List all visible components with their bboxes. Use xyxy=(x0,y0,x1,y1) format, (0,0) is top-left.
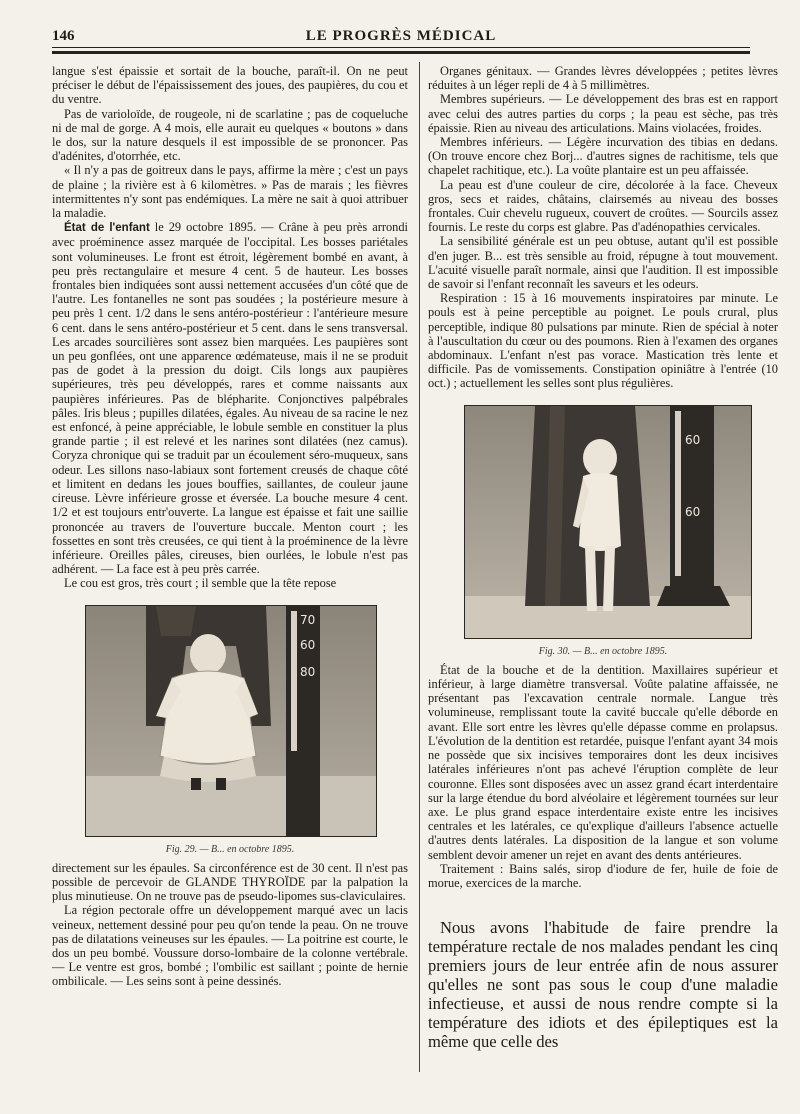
paragraph: langue s'est épaissie et sortait de la bouche, paraît-il. On ne peut préciser le début de l'épaississement des joues, des paupières, du cou et du ventre. xyxy=(52,64,408,107)
paragraph: Pas de varioloïde, de rougeole, ni de scarlatine ; pas de coqueluche ni de mal de gorge. A 4 mois, elle aurait eu quelques « boutons » dans le dos, sur la nature desquels il est impossible de se prononcer. Pas d'adénites, d'otorrhée, etc. xyxy=(52,106,408,164)
paragraph: Membres inférieurs. — Légère incurvation des tibias en dedans. (On trouve encore chez Borj... d'autres signes de rachitisme, tels que chapelet rachitique, etc.). La voûte plantaire est un peu affaissée. xyxy=(428,135,778,178)
page-number: 146 xyxy=(52,28,75,44)
photo-child-seated xyxy=(85,605,377,837)
photo-illustration xyxy=(86,606,376,836)
scale-labels xyxy=(300,613,315,679)
paragraph: Organes génitaux. — Grandes lèvres développées ; petites lèvres réduites à un léger repli de 4 à 5 millimètres. xyxy=(428,64,778,93)
scale-label: 60 xyxy=(685,432,701,447)
paragraph: Respiration : 15 à 16 mouvements inspiratoires par minute. Le pouls est à peine perceptible au poignet. Le pouls crural, plus perceptible, indique 80 pulsations par minute. Rien de spécial à noter à l'auscultation du cœur ou des poumons. Rien à l'examen des organes abdominaux. L'enfant n'est pas vorace. Mastication très lente et difficile. Pas de vomissements. Constipation opiniâtre à l'entrée (10 oct.) ; actuellement les selles sont plus régulières. xyxy=(428,291,778,391)
paragraph: directement sur les épaules. Sa circonférence est de 30 cent. Il n'est pas possible de percevoir de GLANDE THYROÏDE par la palpation la plus minutieuse. On ne trouve pas de pseudo-lipomes sus-claviculaires. xyxy=(52,860,408,904)
paragraph-body: le 29 octobre 1895. — Crâne à peu près arrondi avec proéminence assez marquée de l'occipital. Les bosses pariétales sont volumineuses. Le front est étroit, légèrement bombé en avant, à peu près rectangulaire et mesure 4 cent. 5 de hauteur. Les bosses frontales bien indiquées sont aussi nettement accusées d'un côté que de l'autre. Les fontanelles ne sont pas soudées ; la postérieure mesure à peu près 1 cent. 1/2 dans le sens antéro-postérieur : l'antérieure mesure 6 cent. dans le sens antéro-postérieur et 5 cent. dans le sens transversal. Les arcades sourcilières sont assez bien marquées. Les paupières sont un peu gonflées, ont une apparence œdémateuse, mais il ne se produit pas de godet à la pression du doigt. Cils longs aux paupières supérieures, très peu développés, rares et comme naissants aux paupières inférieures. Pas de blépharite. Conjonctives palpébrales pâles. Iris bleus ; pupilles dilatées, égales. Au niveau de sa racine le nez est enfoncé, à peine appréciable, le lobule semble en constituer la plus grande partie ; il est relevé et les narines sont dilatées (nez camus). Coryza chronique qui se traduit par un écoulement séro-muqueux, sans odeur. Les sillons naso-labiaux sont fortement creusés de chaque côté et limitent en dedans les joues bouffies, saillantes, de couleur jaune cireuse. Lèvre inférieure grosse et éversée. La bouche mesure 4 cent. 1/2 et est toujours entr'ouverte. La langue est épaisse et fait une saillie prononcée au travers de l'ouverture buccale. Menton court ; les fossettes en sont très creusées, ce qui tient à la proéminence de la lèvre inférieure. Oreilles pâles, cireuses, bien ourlées, le lobule n'est pas adhérent. — La face est à peu près carrée. xyxy=(52,220,408,577)
right-column xyxy=(428,64,778,1051)
paragraph-lead: État de l'enfant xyxy=(64,222,150,235)
paragraph-large: Nous avons l'habitude de faire prendre la température rectale de nos malades pendant les cinq premiers jours de leur entrée afin de nous assurer qu'elles ne sont pas sous le coup d'une maladie infectieuse, et aussi de nous rendre compte si la température des idiots et des épileptiques est la même que celle des xyxy=(428,918,778,1052)
scale-label: 60 xyxy=(685,504,701,519)
header-rule-thin xyxy=(52,47,750,48)
photo-child-standing xyxy=(464,405,752,639)
paragraph: Traitement : Bains salés, sirop d'iodure de fer, huile de foie de morue, exercices de la marche. xyxy=(428,861,778,890)
paragraph: Le cou est gros, très court ; il semble que la tête repose xyxy=(64,576,337,591)
scale-label: 80 xyxy=(300,664,316,679)
header-rule-thick xyxy=(52,51,750,54)
paragraph-etat-enfant xyxy=(52,220,408,576)
figure-29 xyxy=(52,605,408,857)
paragraph: État de la bouche et de la dentition. Maxillaires supérieur et inférieur, à large diamètre transversal. Voûte palatine affaissée, ne présentant pas l'excavation centrale normale. Langue très volumineuse, remplissant toute la cavité buccale qu'elle déborde en avant. Elle sort entre les lèvres qu'elle dépasse comme en prolapsus. L'évolution de la dentition est retardée, puisque l'enfant ayant 34 mois ne possède que six incisives temporaires dont les deux incisives latérales inférieures n'ont pas achevé l'éruption complète de leur couronne. Elles sont disposées avec un assez grand écart interdentaire sur la large étendue du bord alvéolaire et légèrement tournées sur leur axe. Le plus grand espace interdentaire existe entre les incisives centrales et les latérales, ce qu'explique d'ailleurs l'absence actuelle d'autres dents latérales. La disposition de la langue et son volume semblent devoir amener un rejet en avant des dents antérieures. xyxy=(428,662,778,862)
paragraph: Membres supérieurs. — Le développement des bras est en rapport avec celui des autres parties du corps ; la peau est sèche, pas très épaissie. Rien au niveau des articulations. Mains violacées, froides. xyxy=(428,92,778,135)
paragraph: La région pectorale offre un développement marqué avec un lacis veineux, nettement dessiné pour peu qu'on tende la peau. On ne trouve pas de dilatations veineuses sur les épaules. — La poitrine est courte, le dos un peu bombé. Voussure dorso-lombaire de la colonne vertébrale. — Le ventre est gros, bombé ; l'ombilic est saillant ; pointe de hernie ombilicale. — Les seins sont à peine dessinés. xyxy=(52,903,408,989)
figure-caption: Fig. 30. — B... en octobre 1895. xyxy=(538,645,668,657)
photo-illustration xyxy=(465,406,751,638)
scale-label: 70 xyxy=(300,612,316,627)
left-column xyxy=(52,64,408,989)
paragraph: La peau est d'une couleur de cire, décolorée à la face. Cheveux gros, secs et raides, châtains, clairsemés au niveau des bosses frontales. Cuir chevelu rugueux, couvert de croûtes. — Sourcils assez fournis. Le reste du corps est glabre. Pas d'adénopathies cervicales. xyxy=(428,177,778,235)
paragraph: « Il n'y a pas de goitreux dans le pays, affirme la mère ; c'est un pays de plaine ; la rivière est à 6 kilomètres. » Pas de marais ; les fièvres intermittentes n'y sont pas endémiques. La mère ne sait à quoi attribuer la maladie. xyxy=(52,163,408,221)
running-title: LE PROGRÈS MÉDICAL xyxy=(305,28,497,44)
paragraph: La sensibilité générale est un peu obtuse, autant qu'il est possible d'en juger. B... est très sensible au froid, répugne à tout mouvement. L'acuité visuelle paraît normale, ainsi que l'audition. Il est impossible de savoir si l'enfant reconnaît les saveurs et les odeurs. xyxy=(428,234,778,292)
figure-caption: Fig. 29. — B... en octobre 1895. xyxy=(165,843,295,855)
column-divider xyxy=(419,62,420,1072)
scale-label: 60 xyxy=(300,637,316,652)
figure-30 xyxy=(428,405,778,659)
page-header xyxy=(52,28,750,48)
